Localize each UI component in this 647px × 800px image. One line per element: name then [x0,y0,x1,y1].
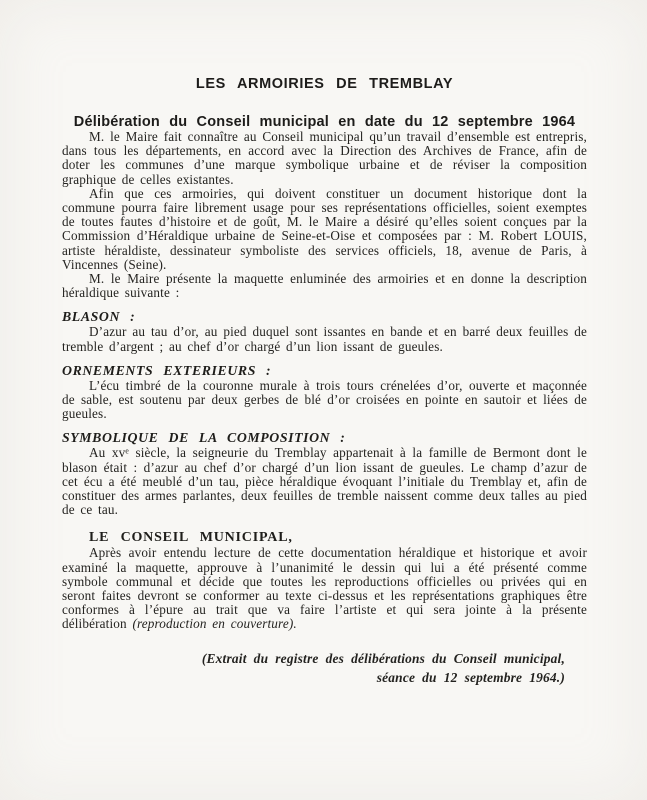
section-body-symbolique: Au xvᵉ siècle, la seigneurie du Tremblay appartenait à la famille de Bermont dont le blason était : d’azur au chef d’or chargé d’un lion issant de gueules. Le champ d’azur de cet écu a été meublé d’un tau, pièce héraldique évoquant l’initiale du Tremblay et, afin de constituer des armes parlantes, deux feuilles de tremble naissent comme deux talles au pied de ce tau. [62,445,587,518]
council-decision-paragraph [62,546,587,631]
intro-paragraph-2: Afin que ces armoiries, qui doivent constituer un document historique dont la commune pourra faire librement usage pour ses représentations officielles, soient exemptes de toutes fautes d’histoire et de goût, M. le Maire a désiré qu’elles soient conçues par la Commission d’Héraldique urbaine de Seine-et-Oise et composées par : M. Robert LOUIS, artiste héraldiste, dessinateur symboliste des services officiels, 18, avenue de Paris, à Vincennes (Seine). [62,185,587,272]
intro-paragraph-3: M. le Maire présente la maquette enluminée des armoiries et en donne la description héraldique suivante : [62,271,587,301]
section-body-ornements-exterieurs: L’écu timbré de la couronne murale à trois tours crénelées d’or, ouverte et maçonnée de sable, est soutenu par deux gerbes de blé d’or croisées en pointe en sautoir et liées de gueules. [62,377,587,422]
section-heading-ornements-exterieurs: ORNEMENTS EXTERIEURS : [62,362,272,378]
document-title: LES ARMOIRIES DE TREMBLAY [195,76,454,92]
council-decision-italic-note: (reproduction en couverture). [132,616,297,632]
citation-line-1: (Extrait du registre des délibérations du Conseil municipal, [201,650,565,666]
register-extract-citation [62,649,565,687]
intro-paragraph-1: M. le Maire fait connaître au Conseil municipal qu’un travail d’ensemble est entrepris, dans tous les départements, en accord avec la Direction des Archives de France, afin de doter les communes d’une marque symbolique urbaine et de réviser la composition graphique de celles existantes. [62,129,587,187]
citation-line-2: séance du 12 septembre 1964.) [376,669,565,685]
section-heading-blason: BLASON : [62,309,136,325]
deliberation-date-heading: Délibération du Conseil municipal en date du 12 septembre 1964 [73,114,576,130]
section-heading-symbolique: SYMBOLIQUE DE LA COMPOSITION : [62,430,346,446]
section-body-blason: D’azur au tau d’or, au pied duquel sont issantes en bande et en barré deux feuilles de tremble d’argent ; au chef d’or chargé d’un lion issant de gueules. [62,324,587,354]
council-decision-text: Après avoir entendu lecture de cette documentation héraldique et historique et avoir examiné la maquette, approuve à l’unanimité le dessin qui lui a été présenté comme symbole communal et décide que toutes les reproductions officielles ou privées qui en seront faites devront se conformer au texte ci-dessus et les représentations graphiques être conformes à l’épure au trait que va faire l’artiste et qui sera jointe à la présente délibération [62,545,587,632]
document-content [62,0,587,687]
council-heading: LE CONSEIL MUNICIPAL, [89,530,293,546]
